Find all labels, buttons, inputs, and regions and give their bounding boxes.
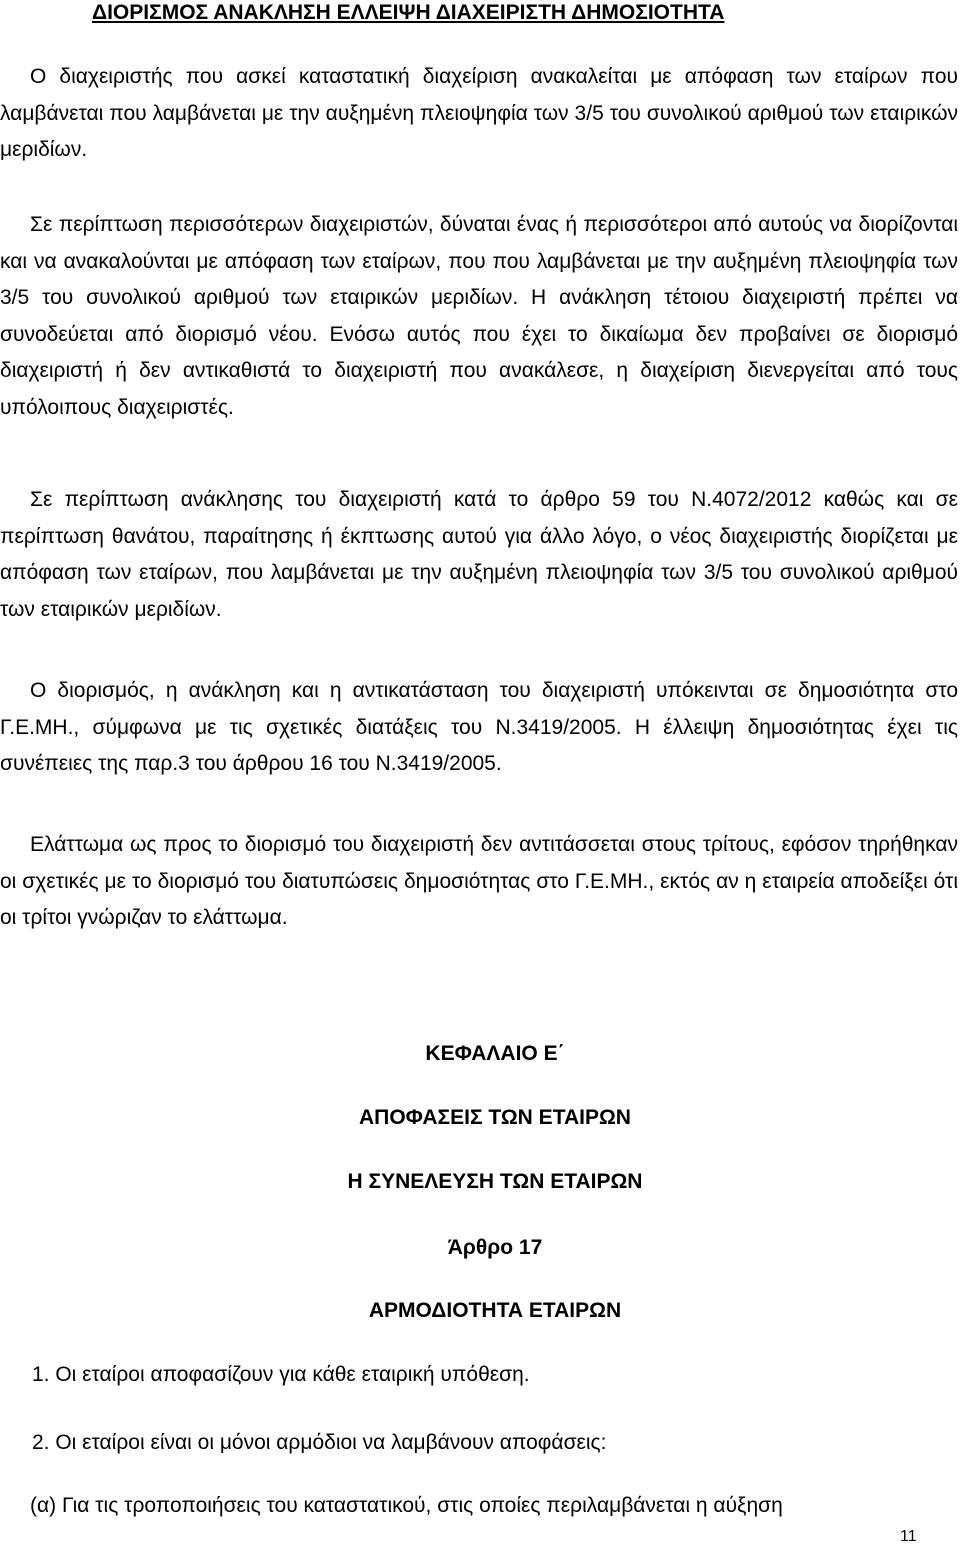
paragraph-amendments: (α) Για τις τροποποιήσεις του καταστατικού, στις οποίες περιλαμβάνεται η αύξηση (30, 1494, 783, 1517)
page-number: 11 (900, 1528, 917, 1545)
paragraph-defect: Ελάττωμα ως προς το διορισμό του διαχειριστή δεν αντιτάσσεται στους τρίτους, εφόσον τηρήθηκαν οι σχετικές με το διορισμό του διατυπώσεις δημοσιότητας στο Γ.Ε.ΜΗ., εκτός αν η εταιρεία αποδείξει ότι οι τρίτοι γνώριζαν το ελάττωμα. (0, 833, 958, 929)
paragraph-revocation: Ο διαχειριστής που ασκεί καταστατική διαχείριση ανακαλείται με απόφαση των εταίρων που λαμβάνεται που λαμβάνεται με την αυξημένη πλειοψηφία των 3/5 του συνολικού αριθμού των εταιρικών μεριδίων. (0, 65, 958, 161)
article-number: Άρθρο 17 (447, 1236, 543, 1259)
chapter-section: Η ΣΥΝΕΛΕΥΣΗ ΤΩΝ ΕΤΑΙΡΩΝ (347, 1170, 643, 1193)
article-title: ΑΡΜΟΔΙΟΤΗΤΑ ΕΤΑΙΡΩΝ (368, 1299, 622, 1322)
paragraph-multiple-managers: Σε περίπτωση περισσότερων διαχειριστών, δύναται ένας ή περισσότεροι από αυτούς να διορίζονται και να ανακαλούνται με απόφαση των εταίρων, που που λαμβάνεται με την αυξημένη πλειοψηφία των 3/5 του συνολικού αριθμού των εταιρικών μεριδίων. Η ανάκληση τέτοιου διαχειριστή πρέπει να συνοδεύεται από διορισμό νέου. Ενόσω αυτός που έχει το δικαίωμα δεν προβαίνει σε διορισμό διαχειριστή ή δεν αντικαθιστά το διαχειριστή που ανακάλεσε, η διαχείριση διενεργείται από τους υπόλοιπους διαχειριστές. (0, 213, 958, 419)
chapter-subtitle: ΑΠΟΦΑΣΕΙΣ ΤΩΝ ΕΤΑΙΡΩΝ (359, 1106, 631, 1129)
paragraph-new-manager: Σε περίπτωση ανάκλησης του διαχειριστή κατά το άρθρο 59 του Ν.4072/2012 καθώς και σε περίπτωση θανάτου, παραίτησης ή έκπτωσης αυτού για άλλο λόγο, ο νέος διαχειριστής διορίζεται με απόφαση των εταίρων, που λαμβάνεται με την αυξημένη πλειοψηφία των 3/5 του συνολικού αριθμού των εταιρικών μεριδίων. (0, 488, 958, 621)
section-heading: ΔΙΟΡΙΣΜΟΣ ΑΝΑΚΛΗΣΗ ΕΛΛΕΙΨΗ ΔΙΑΧΕΙΡΙΣΤΗ ΔΗΜΟΣΙΟΤΗΤΑ (92, 1, 725, 24)
paragraph-publicity: Ο διορισμός, η ανάκληση και η αντικατάσταση του διαχειριστή υπόκεινται σε δημοσιότητα στο Γ.Ε.ΜΗ., σύμφωνα με τις σχετικές διατάξεις του Ν.3419/2005. Η έλλειψη δημοσιότητας έχει τις συνέπειες της παρ.3 του άρθρου 16 του Ν.3419/2005. (0, 679, 958, 775)
chapter-title: ΚΕΦΑΛΑΙΟ Ε΄ (425, 1042, 565, 1065)
list-item: 1. Οι εταίροι αποφασίζουν για κάθε εταιρική υπόθεση. (32, 1363, 530, 1386)
list-item: 2. Οι εταίροι είναι οι μόνοι αρμόδιοι να λαμβάνουν αποφάσεις: (32, 1431, 607, 1454)
